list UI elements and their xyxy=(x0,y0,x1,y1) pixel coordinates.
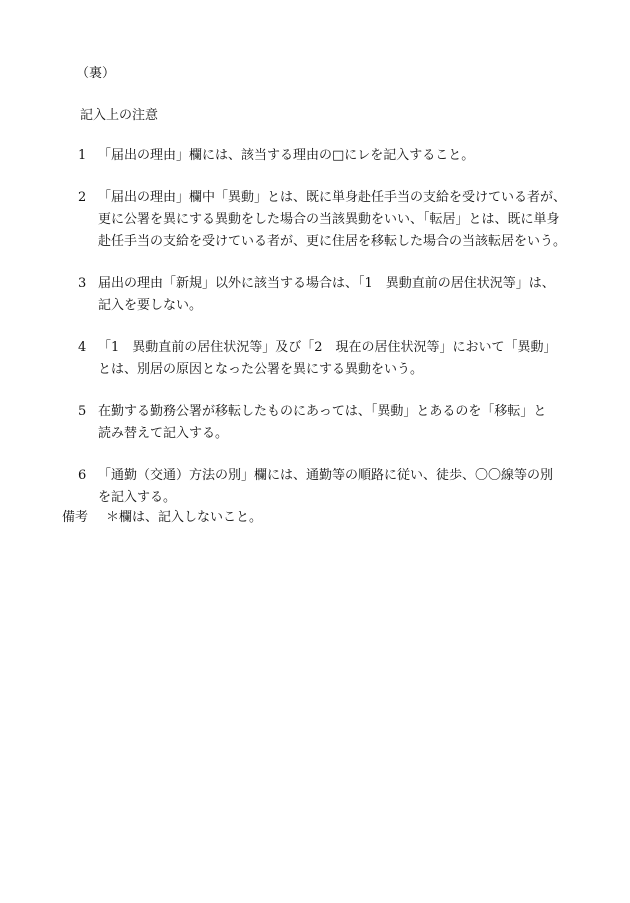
note-number: 4 xyxy=(78,340,87,355)
note-number: 5 xyxy=(78,404,87,419)
remark-text: ＊欄は、記入しないこと。 xyxy=(106,510,263,525)
note-text: 「通勤（交通）方法の別」欄には、通勤等の順路に従い、徒歩、〇〇線等の別 を記入する。 xyxy=(98,468,554,505)
note-text: 届出の理由「新規」以外に該当する場合は、「1 異動直前の居住状況等」は、 記入を要しない。 xyxy=(98,276,555,313)
note-item xyxy=(78,401,578,445)
remark-label: 備考 xyxy=(62,510,89,525)
note-number: 1 xyxy=(78,148,87,163)
note-item xyxy=(78,273,578,317)
section-title: 記入上の注意 xyxy=(80,108,159,123)
note-item xyxy=(78,145,578,167)
remark xyxy=(62,507,262,529)
note-item xyxy=(78,465,578,509)
note-item xyxy=(78,187,578,253)
note-number: 2 xyxy=(78,190,87,205)
note-text: 在勤する勤務公署が移転したものにあっては、「異動」とあるのを「移転」と 読み替えて記入する。 xyxy=(98,404,547,441)
note-text: 「1 異動直前の居住状況等」及び「2 現在の居住状況等」において「異動」 とは、別居の原因となった公署を異にする異動をいう。 xyxy=(98,340,557,377)
note-text: 「届出の理由」欄には、該当する理由の□にレを記入すること。 xyxy=(98,148,475,163)
note-number: 3 xyxy=(78,276,87,291)
notes-list xyxy=(78,145,578,529)
note-item xyxy=(78,337,578,381)
note-number: 6 xyxy=(78,468,87,483)
reverse-side-label: （裏） xyxy=(76,66,116,81)
note-text: 「届出の理由」欄中「異動」とは、既に単身赴任手当の支給を受けている者が、 更に公署を異にする異動をした場合の当該異動をいい、「転居」とは、既に単身 赴任手当の支給を受けている者が、更に住居を移転した場合の当該転居をいう。 xyxy=(98,190,567,249)
